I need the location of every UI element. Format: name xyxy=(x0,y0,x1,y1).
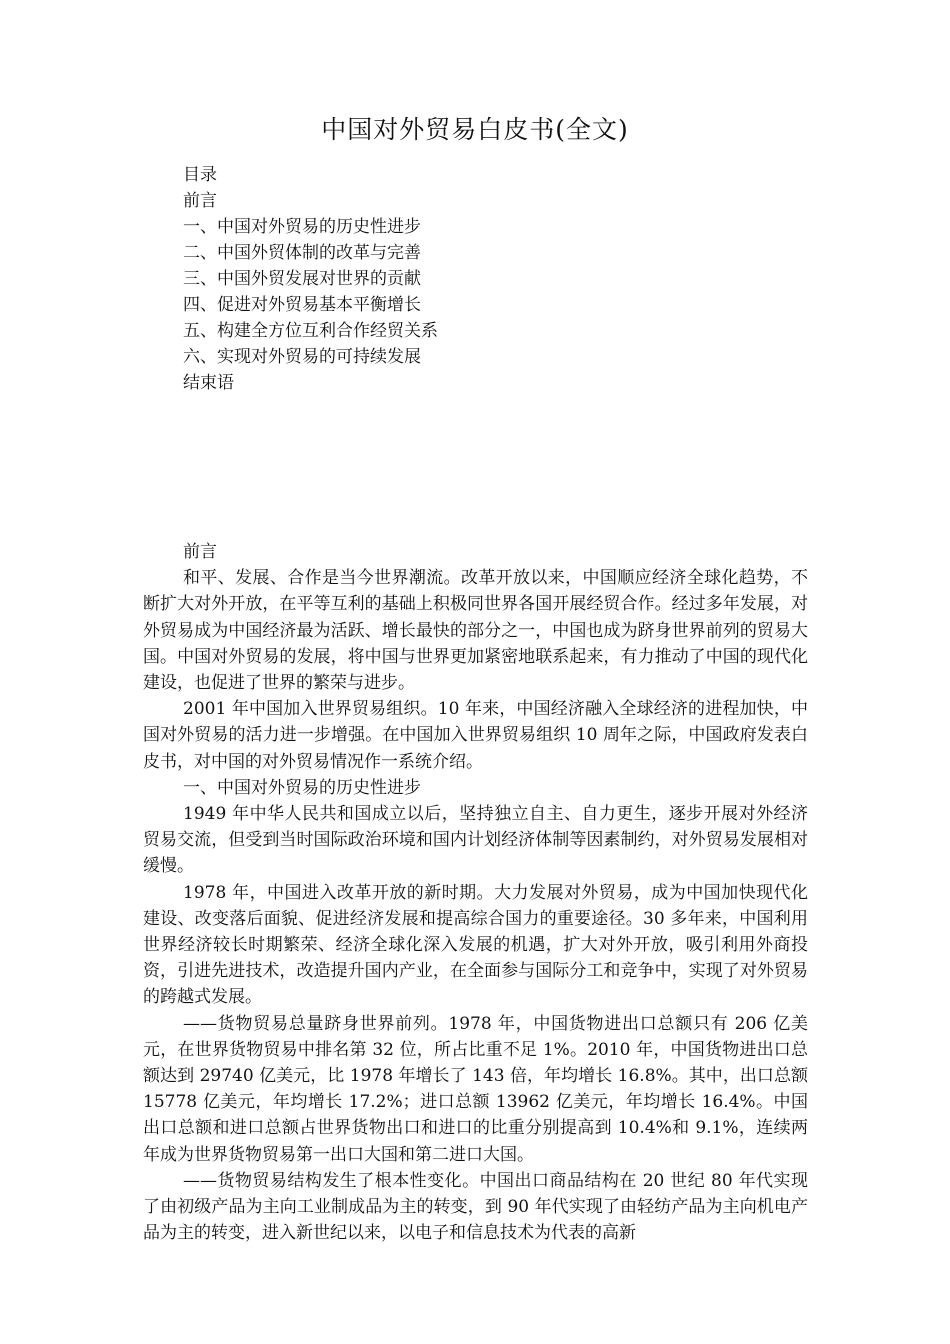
paragraph: ——货物贸易总量跻身世界前列。1978 年，中国货物进出口总额只有 206 亿美元，在世界货物贸易中排名第 32 位，所占比重不足 1%。2010 年，中国货物进出口总额达到 29740 亿美元，比 1978 年增长了 143 倍，年均增长 16.8%。其中，出口总额 15778 亿美元，年均增长 17.2%；进口总额 13962 亿美元，年均增长 16.4%。中国出口总额和进口总额占世界货物出口和进口的比重分别提高到 10.4%和 9.1%，连续两年成为世界货物贸易第一出口大国和第二进口大国。 xyxy=(143,1013,808,1165)
toc-item-2: 二、中国外贸体制的改革与完善 xyxy=(183,243,421,263)
document-body xyxy=(143,539,808,1246)
paragraph: 1949 年中华人民共和国成立以后，坚持独立自主、自力更生，逐步开展对外经济贸易交流，但受到当时国际政治环境和国内计划经济体制等因素制约，对外贸易发展相对缓慢。 xyxy=(143,804,808,877)
toc-item-4: 四、促进对外贸易基本平衡增长 xyxy=(183,295,421,315)
toc-item-preface: 前言 xyxy=(183,191,217,211)
document-title: 中国对外贸易白皮书(全文) xyxy=(321,115,629,144)
paragraph: ——货物贸易结构发生了根本性变化。中国出口商品结构在 20 世纪 80 年代实现了由初级产品为主向工业制成品为主的转变，到 90 年代实现了由轻纺产品为主向机电产品为主的转变，进入新世纪以来，以电子和信息技术为代表的高新 xyxy=(143,1170,808,1244)
paragraph: 1978 年，中国进入改革开放的新时期。大力发展对外贸易，成为中国加快现代化建设、改变落后面貌、促进经济发展和提高综合国力的重要途径。30 多年来，中国利用世界经济较长时期繁荣、经济全球化深入发展的机遇，扩大对外开放，吸引利用外商投资，引进先进技术，改造提升国内产业，在全面参与国际分工和竞争中，实现了对外贸易的跨越式发展。 xyxy=(143,882,808,1008)
toc-item-1: 一、中国对外贸易的历史性进步 xyxy=(183,217,421,237)
paragraph: 和平、发展、合作是当今世界潮流。改革开放以来，中国顺应经济全球化趋势，不断扩大对外开放，在平等互利的基础上积极同世界各国开展经贸合作。经过多年发展，对外贸易成为中国经济最为活跃、增长最快的部分之一，中国也成为跻身世界前列的贸易大国。中国对外贸易的发展，将中国与世界更加紧密地联系起来，有力推动了中国的现代化建设，也促进了世界的繁荣与进步。 xyxy=(143,568,808,694)
toc-item-6: 六、实现对外贸易的可持续发展 xyxy=(183,347,421,367)
toc-heading: 目录 xyxy=(183,165,217,185)
section-heading-preface: 前言 xyxy=(183,542,217,562)
table-of-contents xyxy=(183,162,438,396)
toc-item-3: 三、中国外贸发展对世界的贡献 xyxy=(183,269,421,289)
toc-item-5: 五、构建全方位互利合作经贸关系 xyxy=(183,321,438,341)
paragraph: 2001 年中国加入世界贸易组织。10 年来，中国经济融入全球经济的进程加快，中国对外贸易的活力进一步增强。在中国加入世界贸易组织 10 周年之际，中国政府发表白皮书，对中国的对外贸易情况作一系统介绍。 xyxy=(143,699,808,772)
toc-item-conclusion: 结束语 xyxy=(183,373,234,393)
section-heading-1: 一、中国对外贸易的历史性进步 xyxy=(183,777,421,798)
